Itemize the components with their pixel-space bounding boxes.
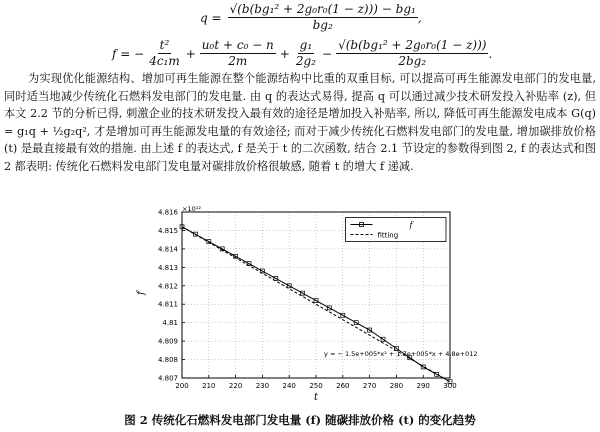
equation-q-fraction: [228, 2, 418, 33]
equation-f-term3-den: 2g₂: [295, 54, 316, 68]
equation-f-term2-den: 2m: [228, 54, 248, 68]
body-paragraph: [4, 70, 596, 175]
series-line-fitting: [182, 227, 450, 382]
fit-equation-annotation: y = − 1.5e+005*x² + 1.7e+005*x + 4.8e+012: [324, 349, 478, 358]
y-tick-label: 4.814: [157, 245, 178, 254]
equation-f-term4: [336, 38, 488, 69]
x-tick-label: 250: [309, 382, 323, 390]
y-tick-label: 4.811: [157, 300, 178, 309]
equation-f-op3: −: [322, 46, 333, 61]
figure-2-chart: [130, 204, 478, 410]
x-axis-label: t: [313, 392, 319, 403]
legend-label-f: f: [409, 220, 413, 230]
equation-f-tail: .: [488, 46, 493, 61]
equation-f-term4-den: 2bg₂: [398, 54, 427, 68]
equation-q-tail: ,: [417, 10, 422, 25]
equation-f: [112, 38, 492, 69]
y-tick-label: 4.812: [157, 282, 178, 291]
x-tick-label: 290: [416, 382, 430, 390]
x-tick-label: 200: [175, 382, 189, 390]
chart-legend: [345, 218, 446, 242]
y-tick-label: 4.808: [157, 356, 178, 365]
y-exponent-label: ×10¹²: [182, 205, 201, 213]
x-tick-label: 220: [228, 382, 243, 390]
y-tick-label: 4.815: [157, 226, 178, 235]
equation-f-term1-den: 4c₁m: [149, 54, 180, 68]
x-tick-label: 210: [202, 382, 216, 390]
equation-f-lhs: f = −: [112, 46, 145, 61]
figure-caption: 图 2 传统化石燃料发电部门发电量 (f) 随碳排放价格 (t) 的变化趋势: [124, 413, 476, 427]
equation-f-term2-num: u₀t + c₀ − n: [201, 38, 274, 52]
x-tick-label: 240: [282, 382, 296, 390]
y-tick-label: 4.809: [157, 337, 178, 346]
equation-f-term3: [294, 38, 318, 69]
equation-f-op2: +: [279, 46, 290, 61]
paragraph-text: 为实现优化能源结构、增加可再生能源在整个能源结构中比重的双重目标, 可以提高可再生能源发电部门的发电量, 同时适当地减少传统化石燃料发电部门的发电量. 由 q 的表达式易得, 提高 q 可以通过减少技术研发投入补贴率 (z), 但本文 2.2 节的分析已得, 刺激企业的技术研发投入最有效的途径是增加投入补贴率, 所以, 降低可再生能源发电成本 G(q) = g₁q + ½g₂q², 才是增加可再生能源发电量的有效途径; 而对于减少传统化石燃料发电部门的发电量, 增加碳排放价格 (t) 是最直接最有效的措施. 由上述 f 的表达式, f 是关于 t 的二次函数, 结合 2.1 节设定的参数得到图 2, f 的表达式和图 2 都表明: 传统化石燃料发电部门发电量对碳排放价格很敏感, 随着 t 的增大 f 递减.: [4, 72, 596, 173]
equation-q-denominator: bg₂: [312, 18, 333, 32]
x-tick-label: 300: [443, 382, 457, 390]
equation-q-lhs: q =: [200, 10, 222, 25]
equation-f-term1-num: t²: [159, 38, 170, 52]
y-axis-label: f: [136, 291, 147, 295]
equation-f-term2: [200, 38, 276, 69]
x-tick-label: 260: [336, 382, 350, 390]
y-tick-label: 4.807: [157, 374, 178, 383]
equation-f-term3-num: g₁: [299, 38, 313, 52]
equation-q: [200, 2, 422, 33]
equation-f-op1: +: [185, 46, 196, 61]
equation-f-term1: [147, 38, 182, 69]
y-tick-label: 4.81: [162, 319, 178, 328]
x-tick-label: 270: [362, 382, 377, 390]
x-tick-label: 280: [389, 382, 404, 390]
equation-q-numerator: √(b(bg₁² + 2g₀r₀(1 − z))) − bg₁: [229, 2, 416, 16]
equation-f-term4-num: √(b(bg₁² + 2g₀r₀(1 − z))): [338, 38, 487, 52]
x-tick-label: 230: [255, 382, 270, 390]
legend-label-fitting: fitting: [377, 231, 399, 240]
y-tick-label: 4.813: [157, 263, 178, 272]
y-tick-label: 4.816: [157, 208, 178, 217]
